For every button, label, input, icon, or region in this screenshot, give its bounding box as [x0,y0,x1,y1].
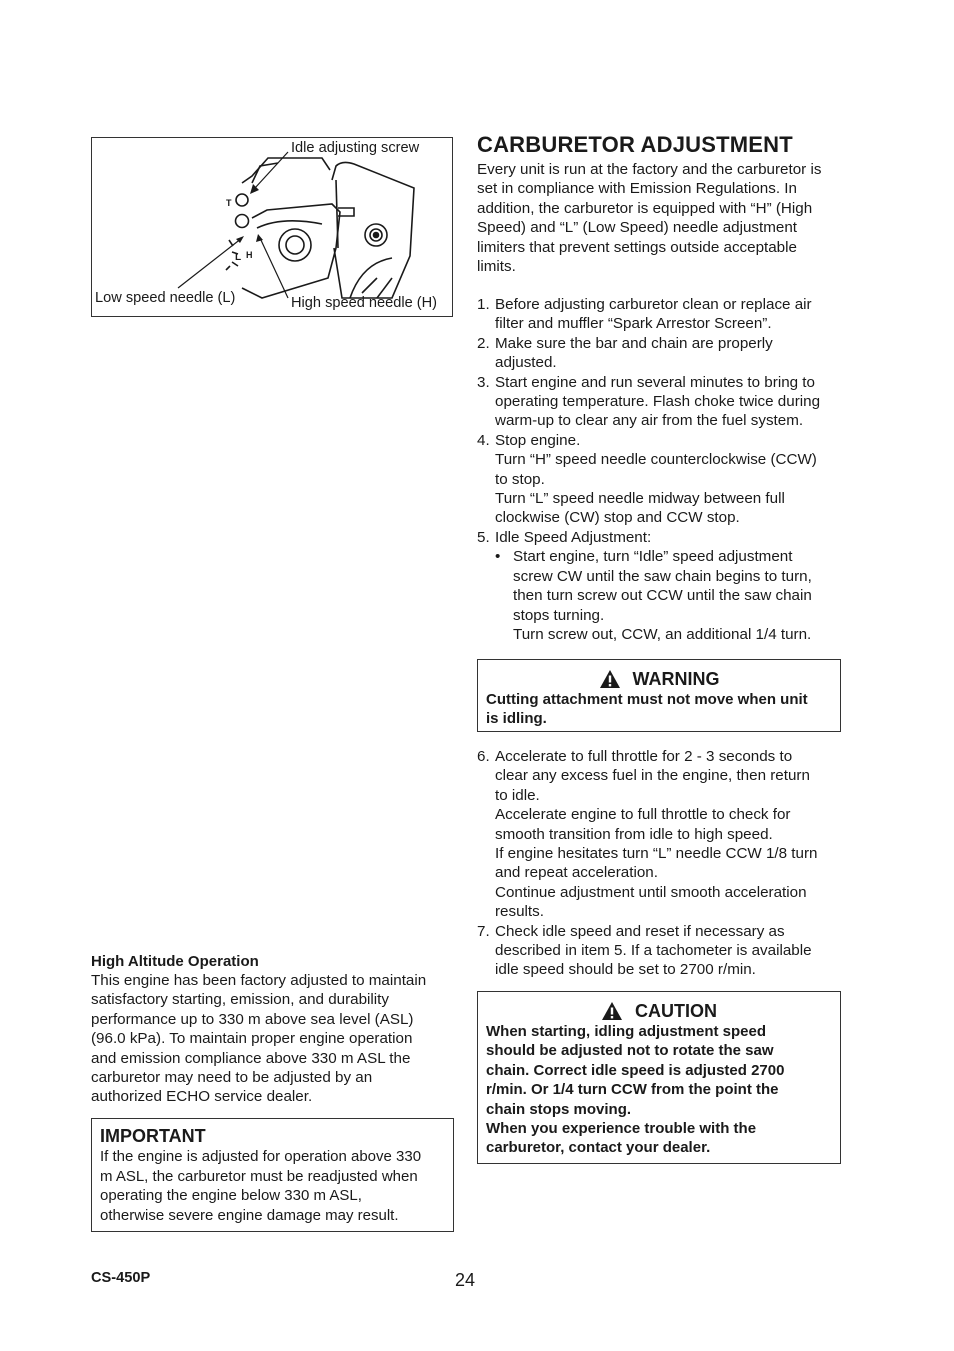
text-line: carburetor may need to be adjusted by an [91,1069,373,1087]
text-line: Accelerate engine to full throttle to check for [495,806,791,824]
step-number: 6. [477,748,490,765]
mark-l: L [235,252,242,263]
footer-model: CS-450P [91,1270,151,1286]
step-number: 2. [477,334,490,352]
steps-list [477,295,842,644]
text-line: Accelerate to full throttle for 2 - 3 seconds to [495,748,793,765]
text-line: performance up to 330 m above sea level (ASL) [91,1010,414,1028]
text-line: idle speed should be set to 2700 r/min. [495,961,756,979]
warning-title: WARNING [632,669,720,689]
caution-title: CAUTION [635,1001,717,1021]
text-line: r/min. Or 1/4 turn CCW from the point the [486,1081,779,1099]
text-line: to idle. [495,786,540,804]
text-line: Make sure the bar and chain are properly [495,334,773,352]
text-line: and emission compliance above 330 m ASL the [91,1049,411,1067]
step-5-bullet [477,547,842,644]
step-6 [477,747,842,922]
step-number: 4. [477,431,490,449]
text-line: Speed) and “L” (Low Speed) needle adjustment [477,219,797,237]
text-line: If engine hesitates turn “L” needle CCW 1/8 turn [495,845,818,863]
label-idle-adjusting-screw: Idle adjusting screw [291,140,420,156]
bullet-dot: • [495,548,501,566]
text-line: This engine has been factory adjusted to maintain [91,972,427,989]
text-line: described in item 5. If a tachometer is available [495,942,812,960]
text-line: carburetor, contact your dealer. [486,1139,711,1157]
step-5 [477,528,842,547]
text-line: Turn “H” speed needle counterclockwise (CCW) [495,451,817,469]
step-number: 3. [477,373,490,391]
text-line: screw CW until the saw chain begins to turn, [513,567,812,585]
step-4 [477,431,842,528]
mark-t: T [226,198,232,208]
step-7 [477,922,842,980]
text-line: should be adjusted not to rotate the saw [486,1042,774,1060]
text-line: (96.0 kPa). To maintain proper engine operation [91,1030,413,1048]
text-line: operating temperature. Flash choke twice during [495,393,821,411]
text-line: When you experience trouble with the [486,1120,757,1138]
steps-list-continued [477,747,842,980]
text-line: If the engine is adjusted for operation above 330 [100,1148,422,1165]
text-line: Check idle speed and reset if necessary as [495,922,785,940]
text-line: chain stops moving. [486,1100,632,1118]
text-line: limits. [477,258,516,276]
text-line: Start engine and run several minutes to bring to [495,373,815,391]
text-line: authorized ECHO service dealer. [91,1088,313,1106]
label-high-speed-needle: High speed needle (H) [291,295,438,311]
carburetor-figure [91,137,453,317]
text-line: then turn screw out CCW until the saw chain [513,587,812,605]
label-low-speed-needle: Low speed needle (L) [95,290,236,306]
warning-header [486,668,832,690]
text-line: and repeat acceleration. [495,864,658,882]
text-line: is idling. [486,710,547,728]
warning-box [477,659,841,732]
step-2 [477,334,842,373]
section-title: CARBURETOR ADJUSTMENT [477,132,793,157]
text-line: to stop. [495,470,545,488]
text-line: clear any excess fuel in the engine, then return [495,767,810,785]
text-line: Idle Speed Adjustment: [495,528,652,546]
text-line: filter and muffler “Spark Arrestor Screen”. [495,315,772,333]
high-altitude-heading: High Altitude Operation [91,953,259,970]
caution-box [477,991,841,1164]
text-line: Cutting attachment must not move when unit [486,691,808,708]
important-box [91,1118,454,1232]
text-line: When starting, idling adjustment speed [486,1023,767,1040]
text-line: Continue adjustment until smooth acceleration [495,883,807,901]
step-number: 1. [477,296,490,313]
step-number: 7. [477,922,490,940]
caution-triangle-icon [601,1001,623,1021]
text-line: chain. Correct idle speed is adjusted 2700 [486,1061,785,1079]
text-line: results. [495,903,544,921]
text-line: m ASL, the carburetor must be readjusted when [100,1167,418,1185]
step-3 [477,373,842,431]
text-line: addition, the carburetor is equipped with “H” (High [477,199,813,217]
text-line: Every unit is run at the factory and the carburetor is [477,161,822,178]
step-number: 5. [477,528,490,546]
text-line: Turn screw out, CCW, an additional 1/4 turn. [513,625,812,643]
text-line: limiters that prevent settings outside acceptable [477,238,797,256]
text-line: smooth transition from idle to high speed. [495,825,773,843]
text-line: otherwise severe engine damage may result. [100,1206,399,1224]
warning-triangle-icon [599,669,621,689]
caution-header [486,1000,832,1022]
text-line: warm-up to clear any air from the fuel system. [495,412,804,430]
text-line: clockwise (CW) stop and CCW stop. [495,509,740,527]
text-line: Before adjusting carburetor clean or replace air [495,296,812,313]
text-line: Start engine, turn “Idle” speed adjustment [513,548,793,566]
mark-h: H [246,250,253,260]
text-line: set in compliance with Emission Regulations. In [477,180,797,198]
high-altitude-text [91,971,453,1107]
text-line: Stop engine. [495,431,581,449]
step-1 [477,295,842,334]
page-number: 24 [455,1270,476,1290]
text-line: stops turning. [513,606,605,624]
intro-paragraph [477,160,842,276]
text-line: adjusted. [495,354,557,372]
important-title: IMPORTANT [100,1126,206,1146]
text-line: satisfactory starting, emission, and durability [91,991,389,1009]
text-line: operating the engine below 330 m ASL, [100,1187,362,1205]
text-line: Turn “L” speed needle midway between full [495,490,785,508]
